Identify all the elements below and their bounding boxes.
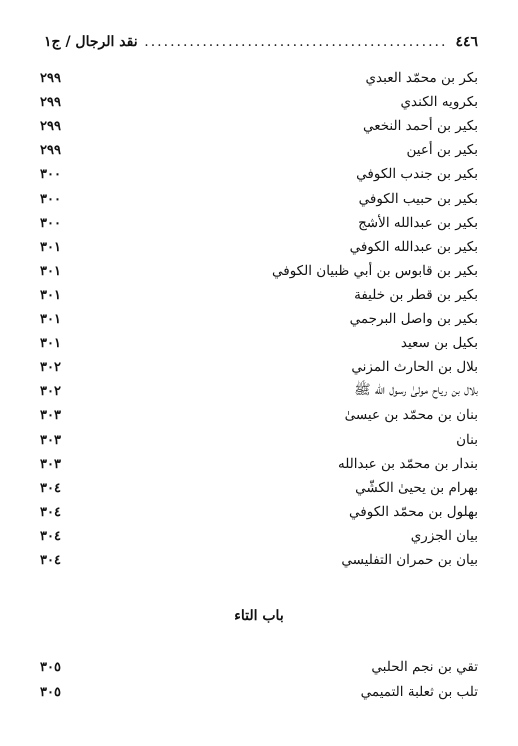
entry-page-number: ٣٠٣ (40, 456, 61, 472)
index-entry (40, 655, 478, 679)
entry-name: بكير بن جندب الكوفي (356, 166, 478, 182)
entry-name: بندار بن محمّد بن عبدالله (337, 456, 478, 472)
entry-name: بيان الجزري (410, 528, 478, 544)
index-entry (40, 114, 478, 138)
running-title: نقد الرجال / ج١ (44, 34, 138, 50)
index-entry (40, 235, 478, 259)
page-header (44, 32, 478, 52)
index-entry (40, 307, 478, 331)
entry-page-number: ٣٠٣ (40, 432, 61, 448)
entry-name: بكير بن أعين (406, 142, 478, 158)
entry-name: بكير بن أحمد النخعي (362, 118, 478, 134)
entry-page-number: ٣٠٠ (40, 191, 61, 207)
entry-name: بنان بن محمّد بن عيسىٰ (344, 407, 478, 423)
entry-name: بكرويه الكندي (400, 94, 478, 110)
entry-name: تقي بن نجم الحلبي (371, 659, 478, 675)
entry-name: بنان (456, 432, 478, 448)
index-entry (40, 476, 478, 500)
entry-name: بكير بن واصل البرجمي (349, 311, 478, 327)
entry-name: بكر بن محمّد العبدي (365, 70, 478, 86)
index-entry (40, 403, 478, 427)
entry-page-number: ٣٠٤ (40, 504, 61, 520)
entry-page-number: ٣٠٢ (40, 383, 61, 399)
leader-dots (142, 34, 448, 50)
entry-page-number: ٣٠١ (40, 263, 61, 279)
entry-page-number: ٣٠٥ (40, 659, 61, 675)
entry-page-number: ٣٠١ (40, 287, 61, 303)
entry-page-number: ٣٠١ (40, 311, 61, 327)
index-entry (40, 90, 478, 114)
entry-page-number: ٢٩٩ (40, 94, 61, 110)
entry-page-number: ٣٠٤ (40, 480, 61, 496)
index-entry (40, 66, 478, 90)
entry-page-number: ٣٠١ (40, 239, 61, 255)
page-number: ٤٤٦ (455, 34, 478, 50)
index-entry (40, 162, 478, 186)
index-entry (40, 428, 478, 452)
entry-name: بكير بن قطر بن خليفة (354, 287, 478, 303)
index-entry (40, 331, 478, 355)
entry-name: بلال بن الحارث المزني (351, 359, 478, 375)
index-entry (40, 379, 478, 403)
entry-page-number: ٣٠٣ (40, 407, 61, 423)
entry-page-number: ٢٩٩ (40, 142, 61, 158)
entry-page-number: ٢٩٩ (40, 70, 61, 86)
entry-page-number: ٢٩٩ (40, 118, 61, 134)
entry-name: بكير بن عبدالله الكوفي (349, 239, 478, 255)
entry-page-number: ٣٠٢ (40, 359, 61, 375)
entry-name: بكيل بن سعيد (400, 335, 478, 351)
section-title: باب التاء (234, 608, 284, 624)
index-entry (40, 211, 478, 235)
entry-name: تلب بن ثعلبة التميمي (360, 684, 478, 700)
entry-page-number: ٣٠٤ (40, 552, 61, 568)
entry-page-number: ٣٠٠ (40, 166, 61, 182)
entry-name: بكير بن قابوس بن أبي ظبيان الكوفي (271, 263, 478, 279)
index-entry (40, 355, 478, 379)
entry-name: بيان بن حمران التفليسي (341, 552, 478, 568)
index-entry (40, 187, 478, 211)
entry-name: بكير بن عبدالله الأشج (358, 215, 478, 231)
entry-page-number: ٣٠١ (40, 335, 61, 351)
index-entry (40, 500, 478, 524)
entry-page-number: ٣٠٠ (40, 215, 61, 231)
index-entry (40, 680, 478, 704)
index-entry (40, 452, 478, 476)
entry-name: بلال بن رياح مولىٰ رسول الله ﷺ (354, 382, 478, 398)
index-entry (40, 138, 478, 162)
entry-name: بكير بن حبيب الكوفي (358, 191, 478, 207)
index-entry (40, 283, 478, 307)
entry-name: بهرام بن يحيىٰ الكشّي (355, 480, 478, 496)
index-entry (40, 524, 478, 548)
entry-name: بهلول بن محمّد الكوفي (349, 504, 478, 520)
entry-page-number: ٣٠٥ (40, 684, 61, 700)
index-entry (40, 548, 478, 572)
entry-page-number: ٣٠٤ (40, 528, 61, 544)
index-entry (40, 259, 478, 283)
